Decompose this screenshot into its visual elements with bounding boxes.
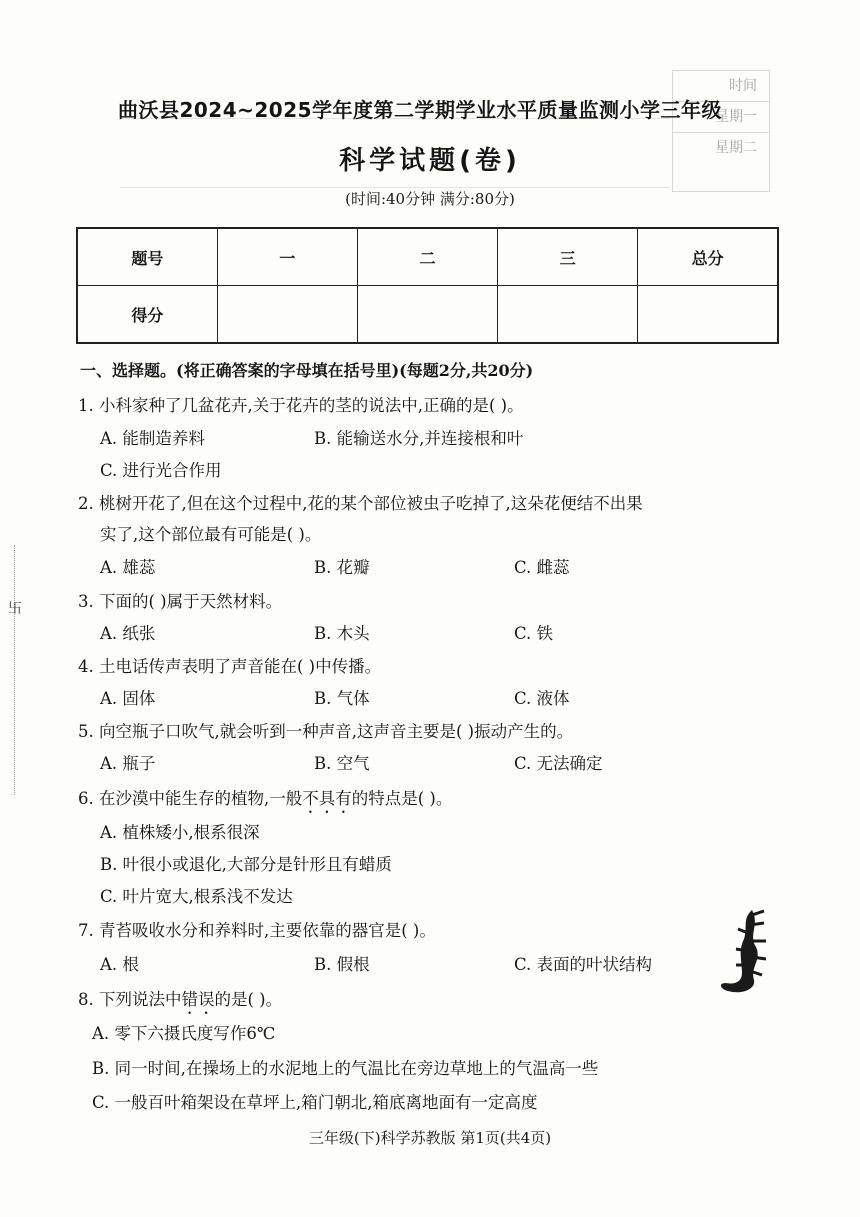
stamp-row: 星期二: [715, 140, 757, 156]
emphasized-text: 不具有: [302, 789, 352, 808]
score-cell[interactable]: [638, 286, 778, 344]
option: A. 瓶子: [100, 754, 156, 773]
option: A. 雄蕊: [100, 558, 156, 577]
question-stem: 7. 青苔吸收水分和养料时,主要依靠的器官是( )。: [78, 921, 436, 940]
stem-text: 的是( )。: [214, 990, 283, 1009]
stem-text: 6. 在沙漠中能生存的植物,一般: [78, 789, 303, 808]
exam-title: 曲沃县2024~2025学年度第二学期学业水平质量监测小学三年级: [117, 98, 723, 122]
column-cell: 总分: [638, 228, 778, 286]
exam-subtitle: 科学试题(卷): [339, 146, 521, 176]
question-stem: 2. 桃树开花了,但在这个过程中,花的某个部位被虫子吃掉了,这朵花便结不出果: [78, 494, 643, 513]
emphasized-text: 错误: [181, 990, 215, 1009]
option: C. 无法确定: [514, 754, 603, 773]
score-cell[interactable]: [498, 286, 638, 344]
column-cell: 二: [357, 228, 497, 286]
option: A. 植株矮小,根系很深: [100, 823, 260, 842]
option: C. 铁: [514, 624, 554, 643]
time-info: (时间:40分钟 满分:80分): [345, 190, 515, 208]
score-table-score-row: [77, 286, 778, 344]
score-table: [76, 227, 779, 344]
moss-illustration: [712, 905, 782, 1004]
option: B. 空气: [314, 754, 370, 773]
score-label-cell: 得分: [77, 286, 217, 344]
header-label-cell: 题号: [77, 228, 217, 286]
question-stem: [78, 785, 452, 817]
binding-margin-line: [14, 545, 19, 795]
page-footer: 三年级(下)科学苏教版 第1页(共4页): [308, 1129, 552, 1147]
question-stem: 3. 下面的( )属于天然材料。: [78, 592, 283, 611]
option: C. 表面的叶状结构: [514, 955, 653, 974]
option: A. 根: [100, 955, 139, 974]
option: B. 木头: [314, 624, 370, 643]
stamp-row: 时间: [673, 71, 769, 102]
margin-mark: 卐: [8, 601, 22, 617]
question-stem: 1. 小科家种了几盆花卉,关于花卉的茎的说法中,正确的是( )。: [78, 396, 524, 415]
score-table-header-row: [77, 228, 778, 286]
option: A. 零下六摄氏度写作6℃: [92, 1024, 276, 1043]
score-cell[interactable]: [357, 286, 497, 344]
question-stem: 4. 土电话传声表明了声音能在( )中传播。: [78, 657, 382, 676]
option: C. 进行光合作用: [100, 461, 222, 480]
option: B. 气体: [314, 689, 370, 708]
option: B. 能输送水分,并连接根和叶: [314, 429, 524, 448]
option: B. 叶很小或退化,大部分是针形且有蜡质: [100, 855, 392, 874]
option: B. 同一时间,在操场上的水泥地上的气温比在旁边草地上的气温高一些: [92, 1059, 599, 1078]
stem-text: 8. 下列说法中: [78, 990, 182, 1009]
option: C. 液体: [514, 689, 570, 708]
column-cell: 三: [498, 228, 638, 286]
option: A. 纸张: [100, 624, 156, 643]
option: C. 叶片宽大,根系浅不发达: [100, 887, 293, 906]
option: A. 能制造养料: [100, 429, 205, 448]
option: C. 雌蕊: [514, 558, 570, 577]
score-cell[interactable]: [217, 286, 357, 344]
option: B. 花瓣: [314, 558, 370, 577]
question-stem: 5. 向空瓶子口吹气,就会听到一种声音,这声音主要是( )振动产生的。: [78, 722, 574, 741]
stamp-row: 星期一: [673, 102, 769, 133]
stem-text: 的特点是( )。: [351, 789, 453, 808]
option: A. 固体: [100, 689, 156, 708]
question-stem: [78, 986, 282, 1018]
option: C. 一般百叶箱架设在草坪上,箱门朝北,箱底离地面有一定高度: [92, 1093, 538, 1112]
section-heading: 一、选择题。(将正确答案的字母填在括号里)(每题2分,共20分): [80, 361, 534, 380]
column-cell: 一: [217, 228, 357, 286]
question-stem-continued: 实了,这个部位最有可能是( )。: [100, 525, 322, 544]
option: B. 假根: [314, 955, 370, 974]
